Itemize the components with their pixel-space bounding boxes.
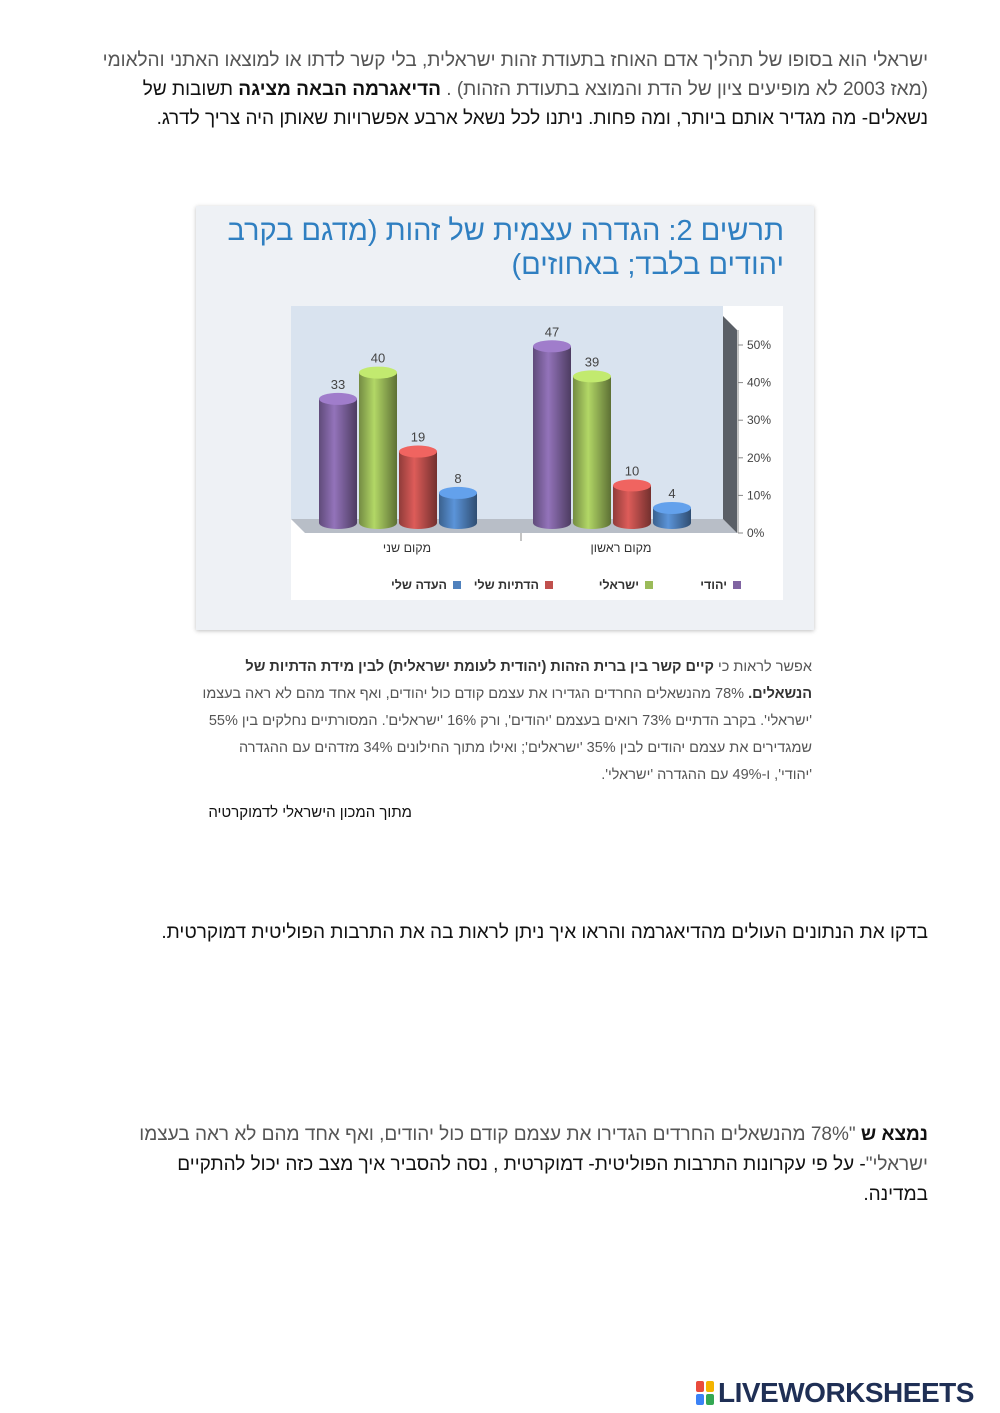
data-label: 19: [410, 429, 426, 445]
legend-swatch: [733, 581, 741, 589]
y-tick-label: 30%: [747, 413, 772, 428]
question-rest: - על פי עקרונות התרבות הפוליטית- דמוקרטית , נסה להסביר איך מצב כזה יכול להתקיים במדינה.: [177, 1154, 928, 1205]
chart-figure: [196, 206, 814, 630]
liveworksheets-logo-icon: [696, 1381, 714, 1405]
y-tick-label: 50%: [747, 338, 772, 352]
caption-text-2: 78% מהנשאלים החרדים הגדירו את עצמם קודם כול יהודים, ואף אחד מהם לא ראה בעצמו 'ישראלי'. בקרב הדתיים 73% רואים בעצמם 'יהודים', ורק 16% 'ישראלים'. המסורתיים נחלקים בין 55% שמגדירים את עצמם יהודים לבין 35% 'ישראלים'; ואילו מתוך החילונים 34% מזדהים עם ההגדרה 'יהודי', ו-49% עם ההגדרה 'ישראלי'.: [202, 686, 812, 783]
bar-1-1: [573, 370, 611, 529]
y-tick-label: 20%: [747, 450, 772, 465]
legend-label: העדה שלי: [391, 578, 447, 592]
chart-side-wall: [723, 316, 737, 533]
caption-bold: קיים קשר בין ברית הזהות (יהודית לעומת ישראלית) לבין מידת הדתיות של הנשאלים.: [245, 659, 812, 702]
y-tick-label: 40%: [747, 375, 772, 390]
legend-label: הדתיות שלי: [473, 578, 539, 592]
bar-chart: [291, 306, 783, 600]
legend-label: יהודי: [700, 578, 727, 592]
question-paragraph: [130, 1120, 928, 1210]
intro-paragraph: [100, 46, 928, 133]
legend-swatch: [453, 581, 461, 589]
legend-swatch: [645, 581, 653, 589]
chart-title: תרשים 2: הגדרה עצמית של זהות (מדגם בקרב יהודים בלבד; באחוזים): [227, 215, 784, 281]
question-quote: "78% מהנשאלים החרדים הגדירו את עצמם קודם כול יהודים, ואף אחד מהם לא ראה בעצמו ישראלי": [139, 1124, 928, 1175]
brand-name: LIVEWORKSHEETS: [718, 1377, 974, 1408]
intro-text-1: ישראלי הוא בסופו של תהליך אדם האוחז בתעודת זהות ישראלית, בלי קשר לדתו או למוצאו האתני והלאומי (מאז 2003 לא מופיעים ציון של הדת והמוצא בתעודת הזהות) .: [102, 50, 928, 100]
data-label: 47: [544, 324, 560, 340]
source-credit: מתוך המכון הישראלי לדמוקרטיה: [208, 804, 412, 821]
chart-plot-area: [291, 306, 783, 600]
intro-text-bold: הדיאגרמה הבאה מציגה: [238, 79, 441, 100]
y-tick-label: 10%: [747, 488, 772, 503]
data-label: 8: [454, 470, 462, 486]
question-lead: נמצא ש: [860, 1124, 928, 1145]
bar-0-3: [439, 487, 477, 529]
legend-swatch: [545, 581, 553, 589]
caption-text-1: אפשר לראות כי: [717, 659, 812, 675]
data-label: 39: [584, 354, 600, 370]
data-label: 33: [330, 376, 346, 392]
bar-1-0: [533, 340, 571, 529]
bar-1-2: [613, 479, 651, 529]
bar-0-2: [399, 446, 437, 529]
data-label: 10: [624, 463, 640, 479]
category-label: מקום ראשון: [590, 541, 652, 555]
data-label: 40: [370, 350, 386, 366]
category-label: מקום שני: [382, 541, 432, 555]
task-instruction: בדקו את הנתונים העולים מהדיאגרמה והראו איך ניתן לראות בה את התרבות הפוליטית דמוקרטית.: [161, 922, 928, 943]
data-label: 4: [668, 485, 676, 501]
y-tick-label: 0%: [747, 526, 765, 540]
intro-text-2: תשובות של נשאלים- מה מגדיר אותם ביותר, ומה פחות. ניתנו לכל נשאל ארבע אפשרויות שאותן היה צריך לדרג.: [142, 79, 928, 129]
bar-1-3: [653, 502, 691, 529]
bar-0-1: [359, 367, 397, 529]
chart-caption: [200, 654, 812, 789]
bar-0-0: [319, 393, 357, 529]
legend-label: ישראלי: [598, 578, 639, 592]
liveworksheets-brand: [696, 1378, 974, 1408]
